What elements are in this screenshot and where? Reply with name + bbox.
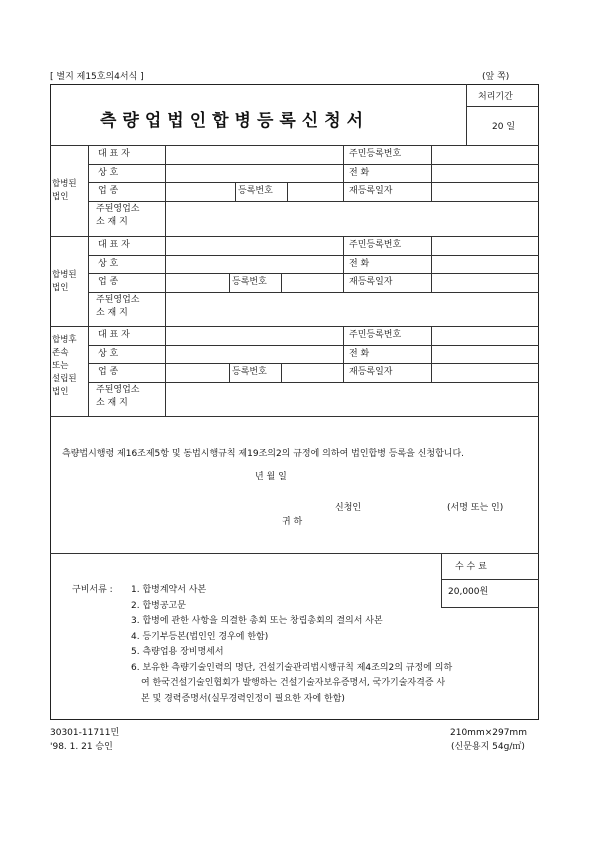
form-title: 측량업법인합병등록신청서 bbox=[100, 111, 370, 131]
location-label: 소 재 지 bbox=[96, 397, 128, 408]
main-office-label: 주된영업소 bbox=[96, 203, 140, 214]
trade-name-label: 상 호 bbox=[98, 258, 119, 269]
processing-period-value: 20 일 bbox=[492, 122, 516, 132]
required-doc-item: 3. 합병에 관한 사항을 의결한 총회 또는 창립총회의 결의서 사본 bbox=[131, 616, 383, 626]
registration-number-label: 등록번호 bbox=[238, 186, 273, 196]
column-divider bbox=[165, 382, 166, 417]
re-registration-date-label: 재등록일자 bbox=[349, 186, 393, 196]
addressee-label: 귀 하 bbox=[282, 517, 303, 527]
row-divider bbox=[88, 273, 539, 274]
divider bbox=[466, 106, 539, 107]
phone-label: 전 화 bbox=[349, 348, 370, 359]
registration-number-label: 등록번호 bbox=[232, 277, 267, 287]
column-divider bbox=[281, 273, 282, 292]
section-divider bbox=[50, 326, 539, 327]
divider bbox=[441, 607, 539, 608]
required-doc-item: 1. 합병계약서 사본 bbox=[131, 585, 207, 595]
re-registration-date-label: 재등록일자 bbox=[349, 367, 393, 377]
divider bbox=[50, 553, 539, 554]
row-divider bbox=[88, 255, 539, 256]
section-divider bbox=[50, 416, 539, 417]
column-divider bbox=[165, 292, 166, 327]
resident-number-label: 주민등록번호 bbox=[349, 330, 402, 340]
column-divider bbox=[281, 363, 282, 382]
column-divider bbox=[88, 326, 89, 416]
business-type-label: 업 종 bbox=[98, 186, 119, 196]
row-divider bbox=[88, 201, 539, 202]
required-doc-item: 본 및 경력증명서(실무경력인정이 필요한 자에 한함) bbox=[141, 693, 345, 704]
required-doc-item: 6. 보유한 측량기술인력의 명단, 건설기술관리법시행규칙 제4조의2의 규정에 의하 bbox=[131, 662, 453, 673]
column-divider bbox=[343, 236, 344, 292]
row-divider bbox=[88, 292, 539, 293]
required-doc-item: 4. 등기부등본(법인인 경우에 한함) bbox=[131, 631, 269, 642]
required-doc-item: 여 한국건설기술인협회가 발행하는 건설기술자보유증명서, 국가기술자격증 사 bbox=[141, 678, 446, 688]
column-divider bbox=[165, 236, 166, 292]
column-divider bbox=[165, 201, 166, 237]
form-code: 30301-11711민 bbox=[50, 728, 120, 738]
paper-size: 210mm×297mm bbox=[450, 728, 527, 738]
required-doc-item: 5. 측량업용 장비명세서 bbox=[131, 647, 224, 657]
approval-date: '98. 1. 21 승인 bbox=[50, 742, 113, 752]
page-side-label: (앞 쪽) bbox=[482, 72, 510, 82]
divider bbox=[441, 579, 539, 580]
date-line: 년 월 일 bbox=[255, 472, 287, 482]
column-divider bbox=[235, 182, 236, 201]
row-divider bbox=[88, 164, 539, 165]
fee-label: 수 수 료 bbox=[455, 562, 487, 572]
column-divider bbox=[431, 326, 432, 382]
fee-value: 20,000원 bbox=[448, 587, 489, 597]
required-doc-item: 2. 합병공고문 bbox=[131, 600, 186, 611]
column-divider bbox=[343, 326, 344, 382]
row-divider bbox=[88, 363, 539, 364]
application-statement: 측량법시행령 제16조제5항 및 동법시행규칙 제19조의2의 규정에 의하여 법인합병 등록을 신청합니다. bbox=[62, 449, 465, 459]
column-divider bbox=[88, 236, 89, 326]
column-divider bbox=[229, 273, 230, 292]
column-divider bbox=[431, 236, 432, 292]
column-divider bbox=[165, 145, 166, 201]
phone-label: 전 화 bbox=[349, 258, 370, 269]
paper-type: (신문용지 54g/㎡) bbox=[451, 742, 525, 752]
trade-name-label: 상 호 bbox=[98, 348, 119, 359]
section-divider bbox=[50, 236, 539, 237]
required-docs-label: 구비서류 : bbox=[72, 585, 113, 595]
row-divider bbox=[88, 182, 539, 183]
column-divider bbox=[88, 145, 89, 236]
row-divider bbox=[88, 345, 539, 346]
applicant-label: 신청인 bbox=[335, 503, 362, 513]
resident-number-label: 주민등록번호 bbox=[349, 240, 402, 250]
divider bbox=[466, 84, 467, 145]
form-id-label: [ 별지 제15호의4서식 ] bbox=[50, 72, 144, 82]
location-label: 소 재 지 bbox=[96, 307, 128, 318]
column-divider bbox=[287, 182, 288, 201]
section-name: 합병된 법인 bbox=[52, 179, 77, 202]
registration-number-label: 등록번호 bbox=[232, 367, 267, 377]
phone-label: 전 화 bbox=[349, 167, 370, 178]
column-divider bbox=[165, 326, 166, 382]
representative-label: 대 표 자 bbox=[98, 330, 130, 340]
representative-label: 대 표 자 bbox=[98, 240, 130, 250]
signature-label: (서명 또는 인) bbox=[447, 503, 504, 513]
trade-name-label: 상 호 bbox=[98, 167, 119, 178]
section-name: 합병후 존속 또는 설립된 법인 bbox=[52, 335, 77, 397]
column-divider bbox=[431, 145, 432, 201]
divider bbox=[441, 553, 442, 607]
representative-label: 대 표 자 bbox=[98, 149, 130, 159]
business-type-label: 업 종 bbox=[98, 367, 119, 377]
section-name: 합병된 법인 bbox=[52, 270, 77, 293]
main-office-label: 주된영업소 bbox=[96, 384, 140, 395]
divider bbox=[50, 145, 539, 146]
row-divider bbox=[88, 382, 539, 383]
column-divider bbox=[229, 363, 230, 382]
resident-number-label: 주민등록번호 bbox=[349, 149, 402, 159]
re-registration-date-label: 재등록일자 bbox=[349, 277, 393, 287]
processing-period-label: 처리기간 bbox=[478, 92, 513, 102]
business-type-label: 업 종 bbox=[98, 277, 119, 287]
column-divider bbox=[343, 145, 344, 201]
location-label: 소 재 지 bbox=[96, 216, 128, 227]
main-office-label: 주된영업소 bbox=[96, 294, 140, 305]
